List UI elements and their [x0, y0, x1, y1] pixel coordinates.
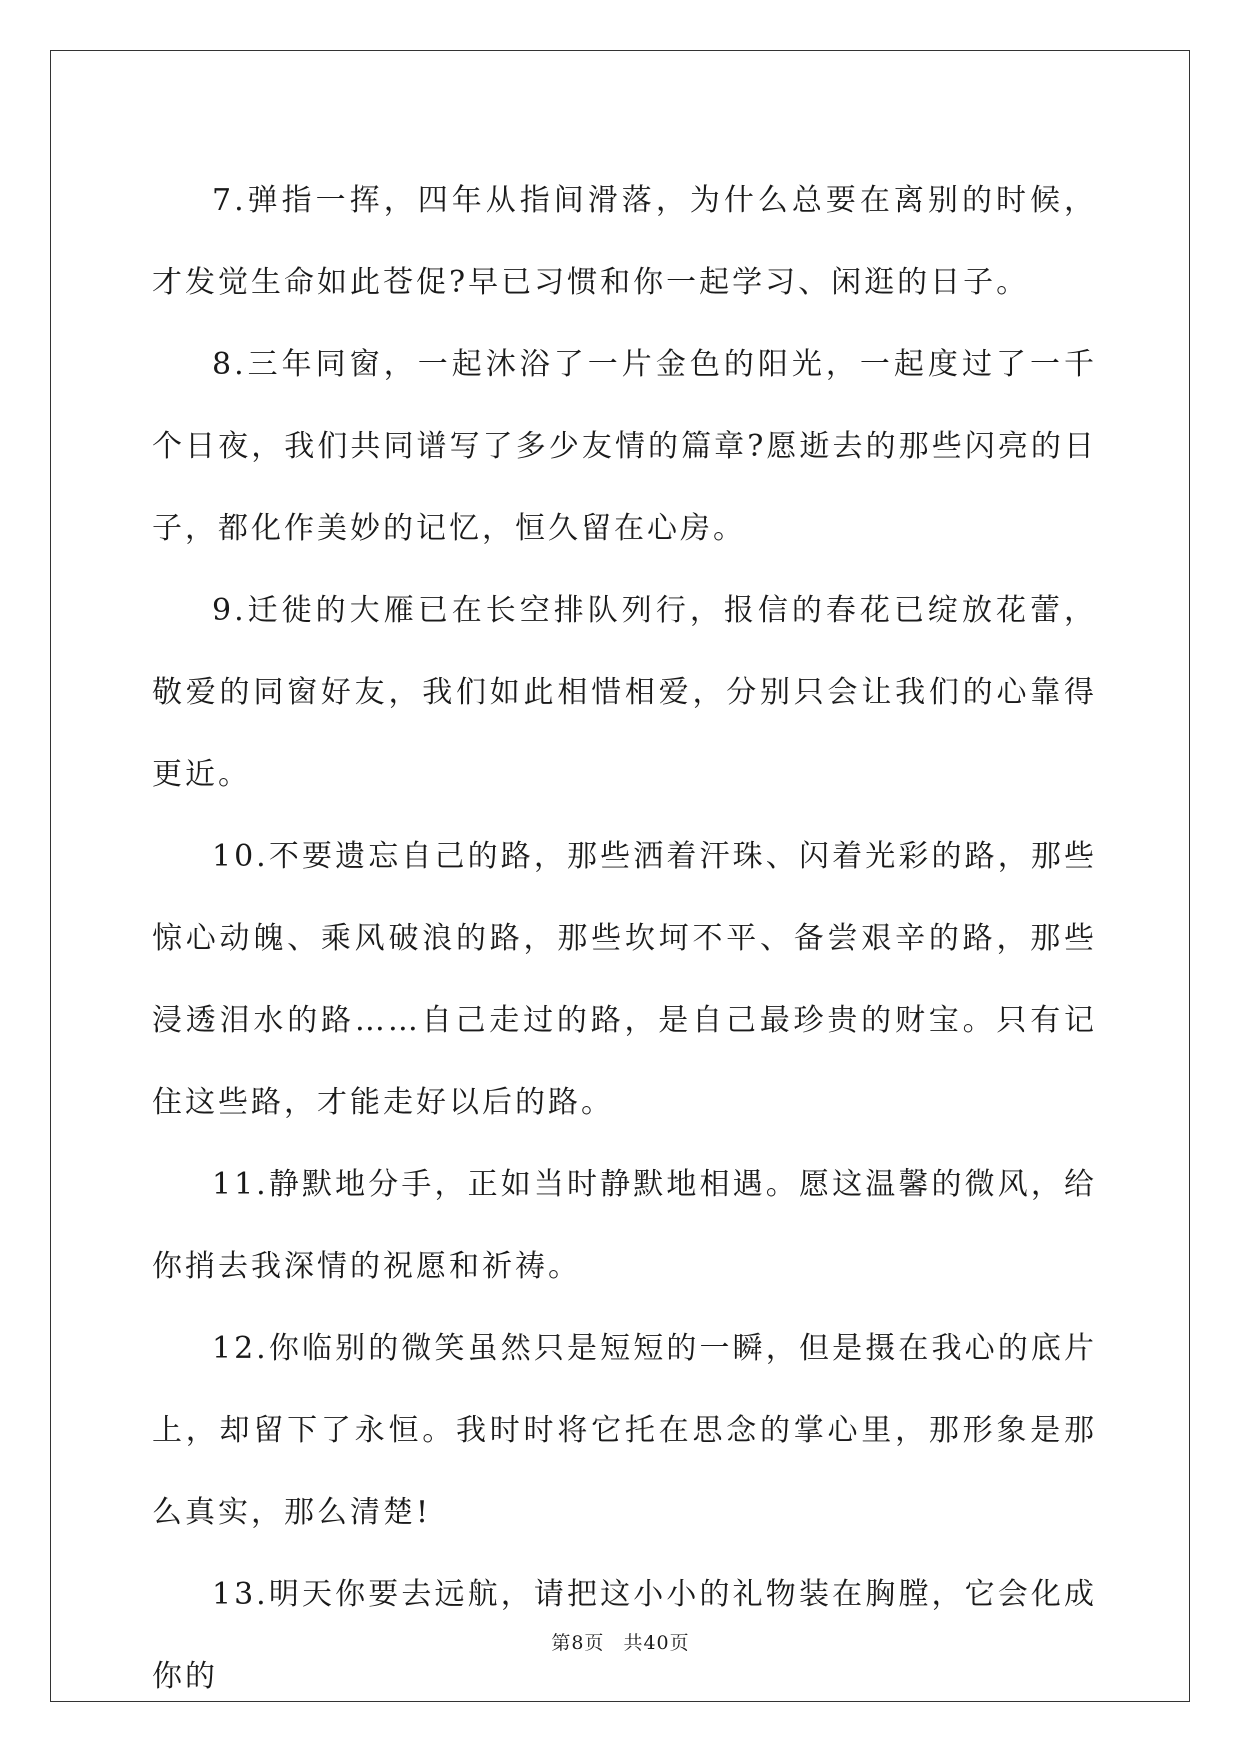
total-pages: 共40页: [623, 1632, 690, 1654]
page-number: 第8页: [551, 1632, 605, 1654]
paragraph-8: 8.三年同窗，一起沐浴了一片金色的阳光，一起度过了一千个日夜，我们共同谱写了多少友情的篇章?愿逝去的那些闪亮的日子，都化作美妙的记忆，恒久留在心房。: [152, 347, 1097, 546]
paragraph-12: 12.你临别的微笑虽然只是短短的一瞬，但是摄在我心的底片上，却留下了永恒。我时时将它托在思念的掌心里，那形象是那么真实，那么清楚!: [152, 1331, 1097, 1530]
paragraph-13: 13.明天你要去远航，请把这小小的礼物装在胸膛，它会化成你的: [152, 1577, 1097, 1694]
document-body: [152, 160, 1097, 1718]
paragraph-10: 10.不要遗忘自己的路，那些洒着汗珠、闪着光彩的路，那些惊心动魄、乘风破浪的路，那些坎坷不平、备尝艰辛的路，那些浸透泪水的路……自己走过的路，是自己最珍贵的财宝。只有记住这些路，才能走好以后的路。: [152, 839, 1097, 1120]
paragraph-11: 11.静默地分手，正如当时静默地相遇。愿这温馨的微风，给你捎去我深情的祝愿和祈祷。: [152, 1167, 1097, 1284]
paragraph-9: 9.迁徙的大雁已在长空排队列行，报信的春花已绽放花蕾，敬爱的同窗好友，我们如此相惜相爱，分别只会让我们的心靠得更近。: [152, 593, 1097, 792]
page-footer: [0, 1628, 1241, 1655]
paragraph-7: 7.弹指一挥，四年从指间滑落，为什么总要在离别的时候，才发觉生命如此苍促?早已习惯和你一起学习、闲逛的日子。: [152, 183, 1097, 300]
